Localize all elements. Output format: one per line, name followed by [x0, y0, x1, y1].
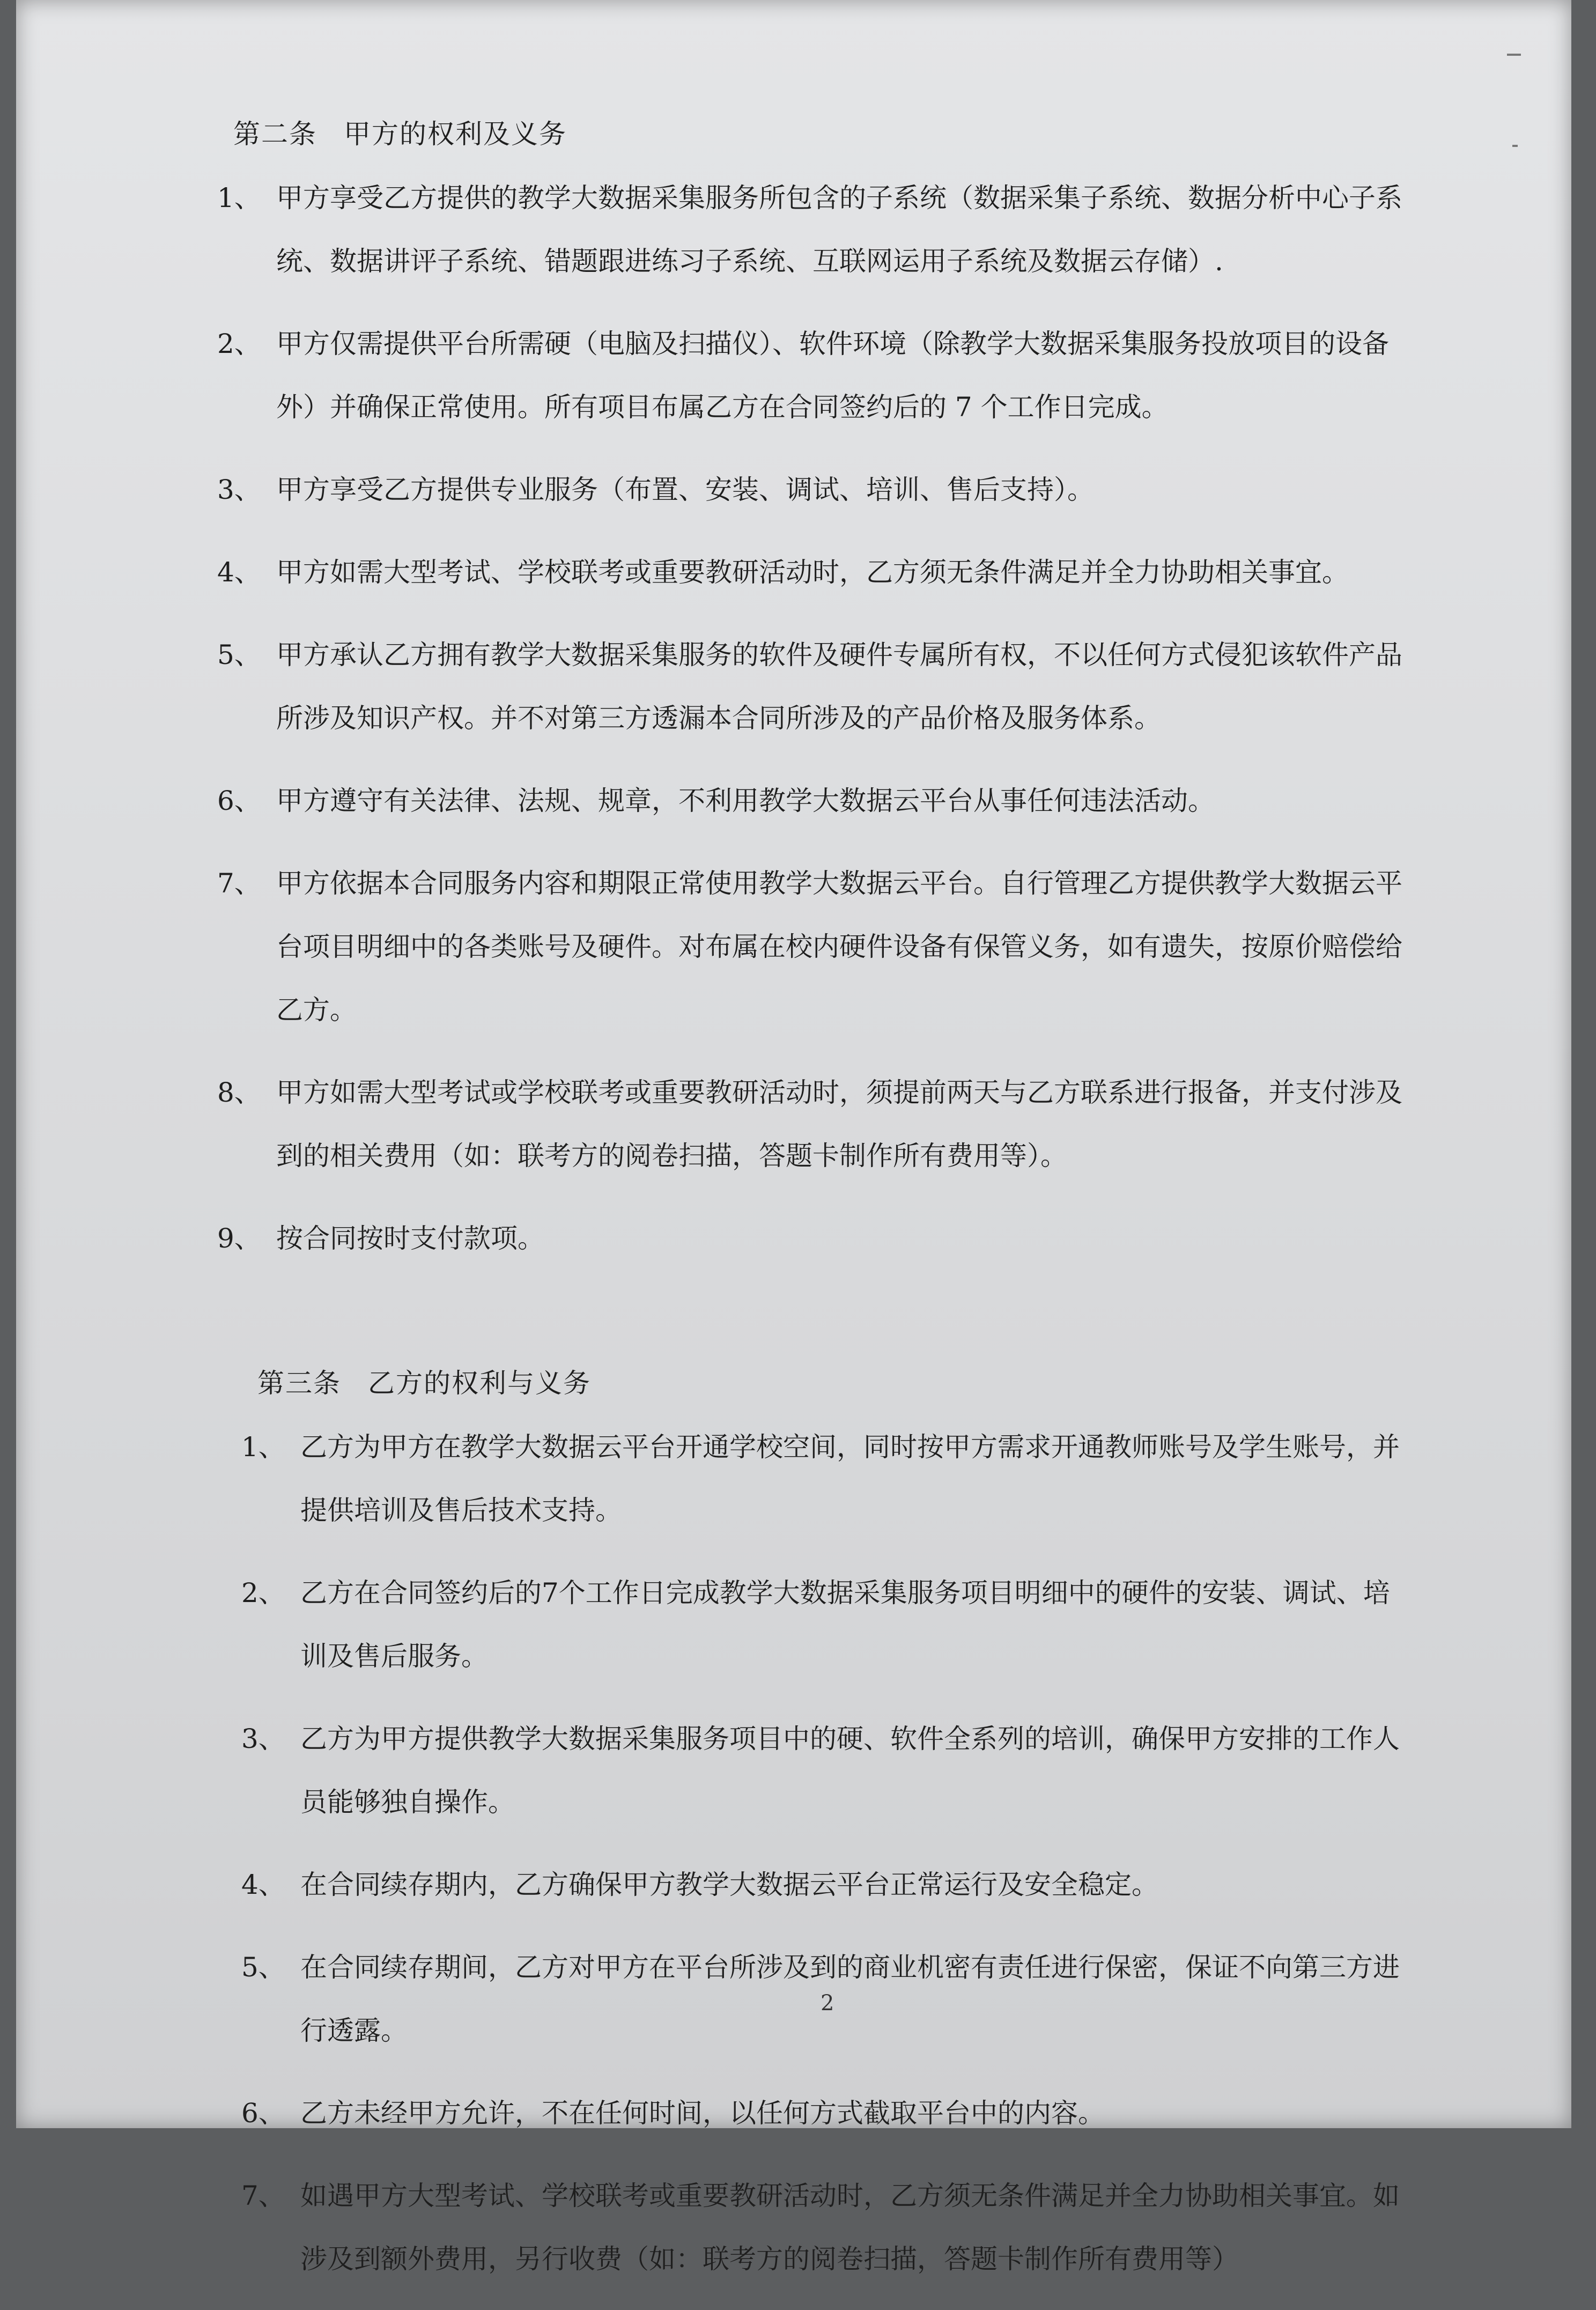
- item-text: 在合同续存期间，乙方对甲方在平台所涉及到的商业机密有责任进行保密，保证不向第三方进行透露。: [300, 1952, 1400, 2046]
- list-item: [217, 541, 1413, 604]
- item-number: 4、: [241, 1869, 285, 1900]
- item-text: 按合同按时支付款项。: [276, 1223, 544, 1254]
- item-text: 甲方仅需提供平台所需硬（电脑及扫描仪）、软件环境（除教学大数据采集服务投放项目的设备外）并确保正常使用。所有项目布属乙方在合同签约后的 7 个工作日完成。: [276, 328, 1389, 423]
- item-text: 甲方如需大型考试或学校联考或重要教研活动时，须提前两天与乙方联系进行报备，并支付涉及到的相关费用（如：联考方的阅卷扫描，答题卡制作所有费用等）。: [276, 1077, 1402, 1171]
- item-text: 乙方为甲方在教学大数据云平台开通学校空间，同时按甲方需求开通教师账号及学生账号，并提供培训及售后技术支持。: [300, 1431, 1400, 1526]
- list-item: [217, 1207, 1413, 1270]
- item-number: 1、: [217, 182, 261, 213]
- list-item: [241, 1415, 1413, 1542]
- item-text: 甲方享受乙方提供专业服务（布置、安装、调试、培训、售后支持）。: [276, 474, 1094, 505]
- edge-mark: [1507, 54, 1521, 56]
- list-item: [217, 166, 1413, 293]
- item-text: 在合同续存期内，乙方确保甲方教学大数据云平台正常运行及安全稳定。: [300, 1869, 1158, 1900]
- item-text: 甲方依据本合同服务内容和期限正常使用教学大数据云平台。自行管理乙方提供教学大数据云平台项目明细中的各类账号及硬件。对布属在校内硬件设备有保管义务，如有遗失，按原价赔偿给乙方。: [276, 868, 1402, 1025]
- item-text: 甲方如需大型考试、学校联考或重要教研活动时，乙方须无条件满足并全力协助相关事宜。: [276, 557, 1349, 588]
- item-text: 甲方遵守有关法律、法规、规章，不利用教学大数据云平台从事任何违法活动。: [276, 785, 1215, 816]
- item-number: 5、: [217, 639, 261, 670]
- list-item: [217, 458, 1413, 521]
- section-list: [217, 166, 1413, 1270]
- list-item: [241, 2082, 1413, 2145]
- section-title: 甲方的权利及义务: [344, 119, 567, 150]
- item-number: 6、: [241, 2098, 285, 2129]
- item-text: 乙方未经甲方允许，不在任何时间，以任何方式截取平台中的内容。: [300, 2098, 1105, 2129]
- list-item: [217, 623, 1413, 750]
- list-item: [241, 1707, 1413, 1834]
- section-block: [241, 1367, 1413, 2291]
- list-item: [241, 2164, 1413, 2291]
- list-item: [217, 1061, 1413, 1187]
- item-number: 3、: [241, 1723, 285, 1754]
- item-number: 5、: [241, 1952, 285, 1983]
- document-page: [16, 0, 1571, 2275]
- item-number: 7、: [217, 868, 261, 899]
- item-number: 9、: [217, 1223, 261, 1254]
- item-text: 甲方享受乙方提供的教学大数据采集服务所包含的子系统（数据采集子系统、数据分析中心子系统、数据讲评子系统、错题跟进练习子系统、互联网运用子系统及数据云存储）.: [276, 182, 1402, 277]
- list-item: [241, 1853, 1413, 1916]
- item-text: 如遇甲方大型考试、学校联考或重要教研活动时，乙方须无条件满足并全力协助相关事宜。如涉及到额外费用，另行收费（如：联考方的阅卷扫描，答题卡制作所有费用等）: [300, 2180, 1400, 2275]
- edge-mark: [1512, 145, 1518, 147]
- item-number: 3、: [217, 474, 261, 505]
- item-text: 乙方为甲方提供教学大数据采集服务项目中的硬、软件全系列的培训，确保甲方安排的工作人员能够独自操作。: [300, 1723, 1400, 1818]
- item-number: 7、: [241, 2180, 285, 2211]
- item-number: 2、: [241, 1577, 285, 1608]
- item-number: 4、: [217, 557, 261, 588]
- item-text: 甲方承认乙方拥有教学大数据采集服务的软件及硬件专属所有权，不以任何方式侵犯该软件产品所涉及知识产权。并不对第三方透漏本合同所涉及的产品价格及服务体系。: [276, 639, 1402, 734]
- section-title: 乙方的权利与义务: [368, 1368, 591, 1399]
- list-item: [241, 1561, 1413, 1688]
- item-number: 8、: [217, 1077, 261, 1108]
- section-list: [241, 1415, 1413, 2291]
- item-number: 2、: [217, 328, 261, 359]
- item-text: 乙方在合同签约后的7个工作日完成教学大数据采集服务项目明细中的硬件的安装、调试、培训及售后服务。: [300, 1577, 1390, 1672]
- document-body: [217, 118, 1413, 2310]
- list-item: [217, 312, 1413, 439]
- section-heading: [233, 118, 1413, 150]
- item-number: 6、: [217, 785, 261, 816]
- page-number: 2: [821, 1991, 834, 2016]
- section-number: 第二条: [233, 119, 317, 150]
- section-number: 第三条: [257, 1368, 341, 1399]
- item-number: 1、: [241, 1431, 285, 1463]
- list-item: [217, 852, 1413, 1042]
- list-item: [217, 769, 1413, 832]
- section-divider: [217, 1289, 1413, 1367]
- section-heading: [257, 1367, 1413, 1399]
